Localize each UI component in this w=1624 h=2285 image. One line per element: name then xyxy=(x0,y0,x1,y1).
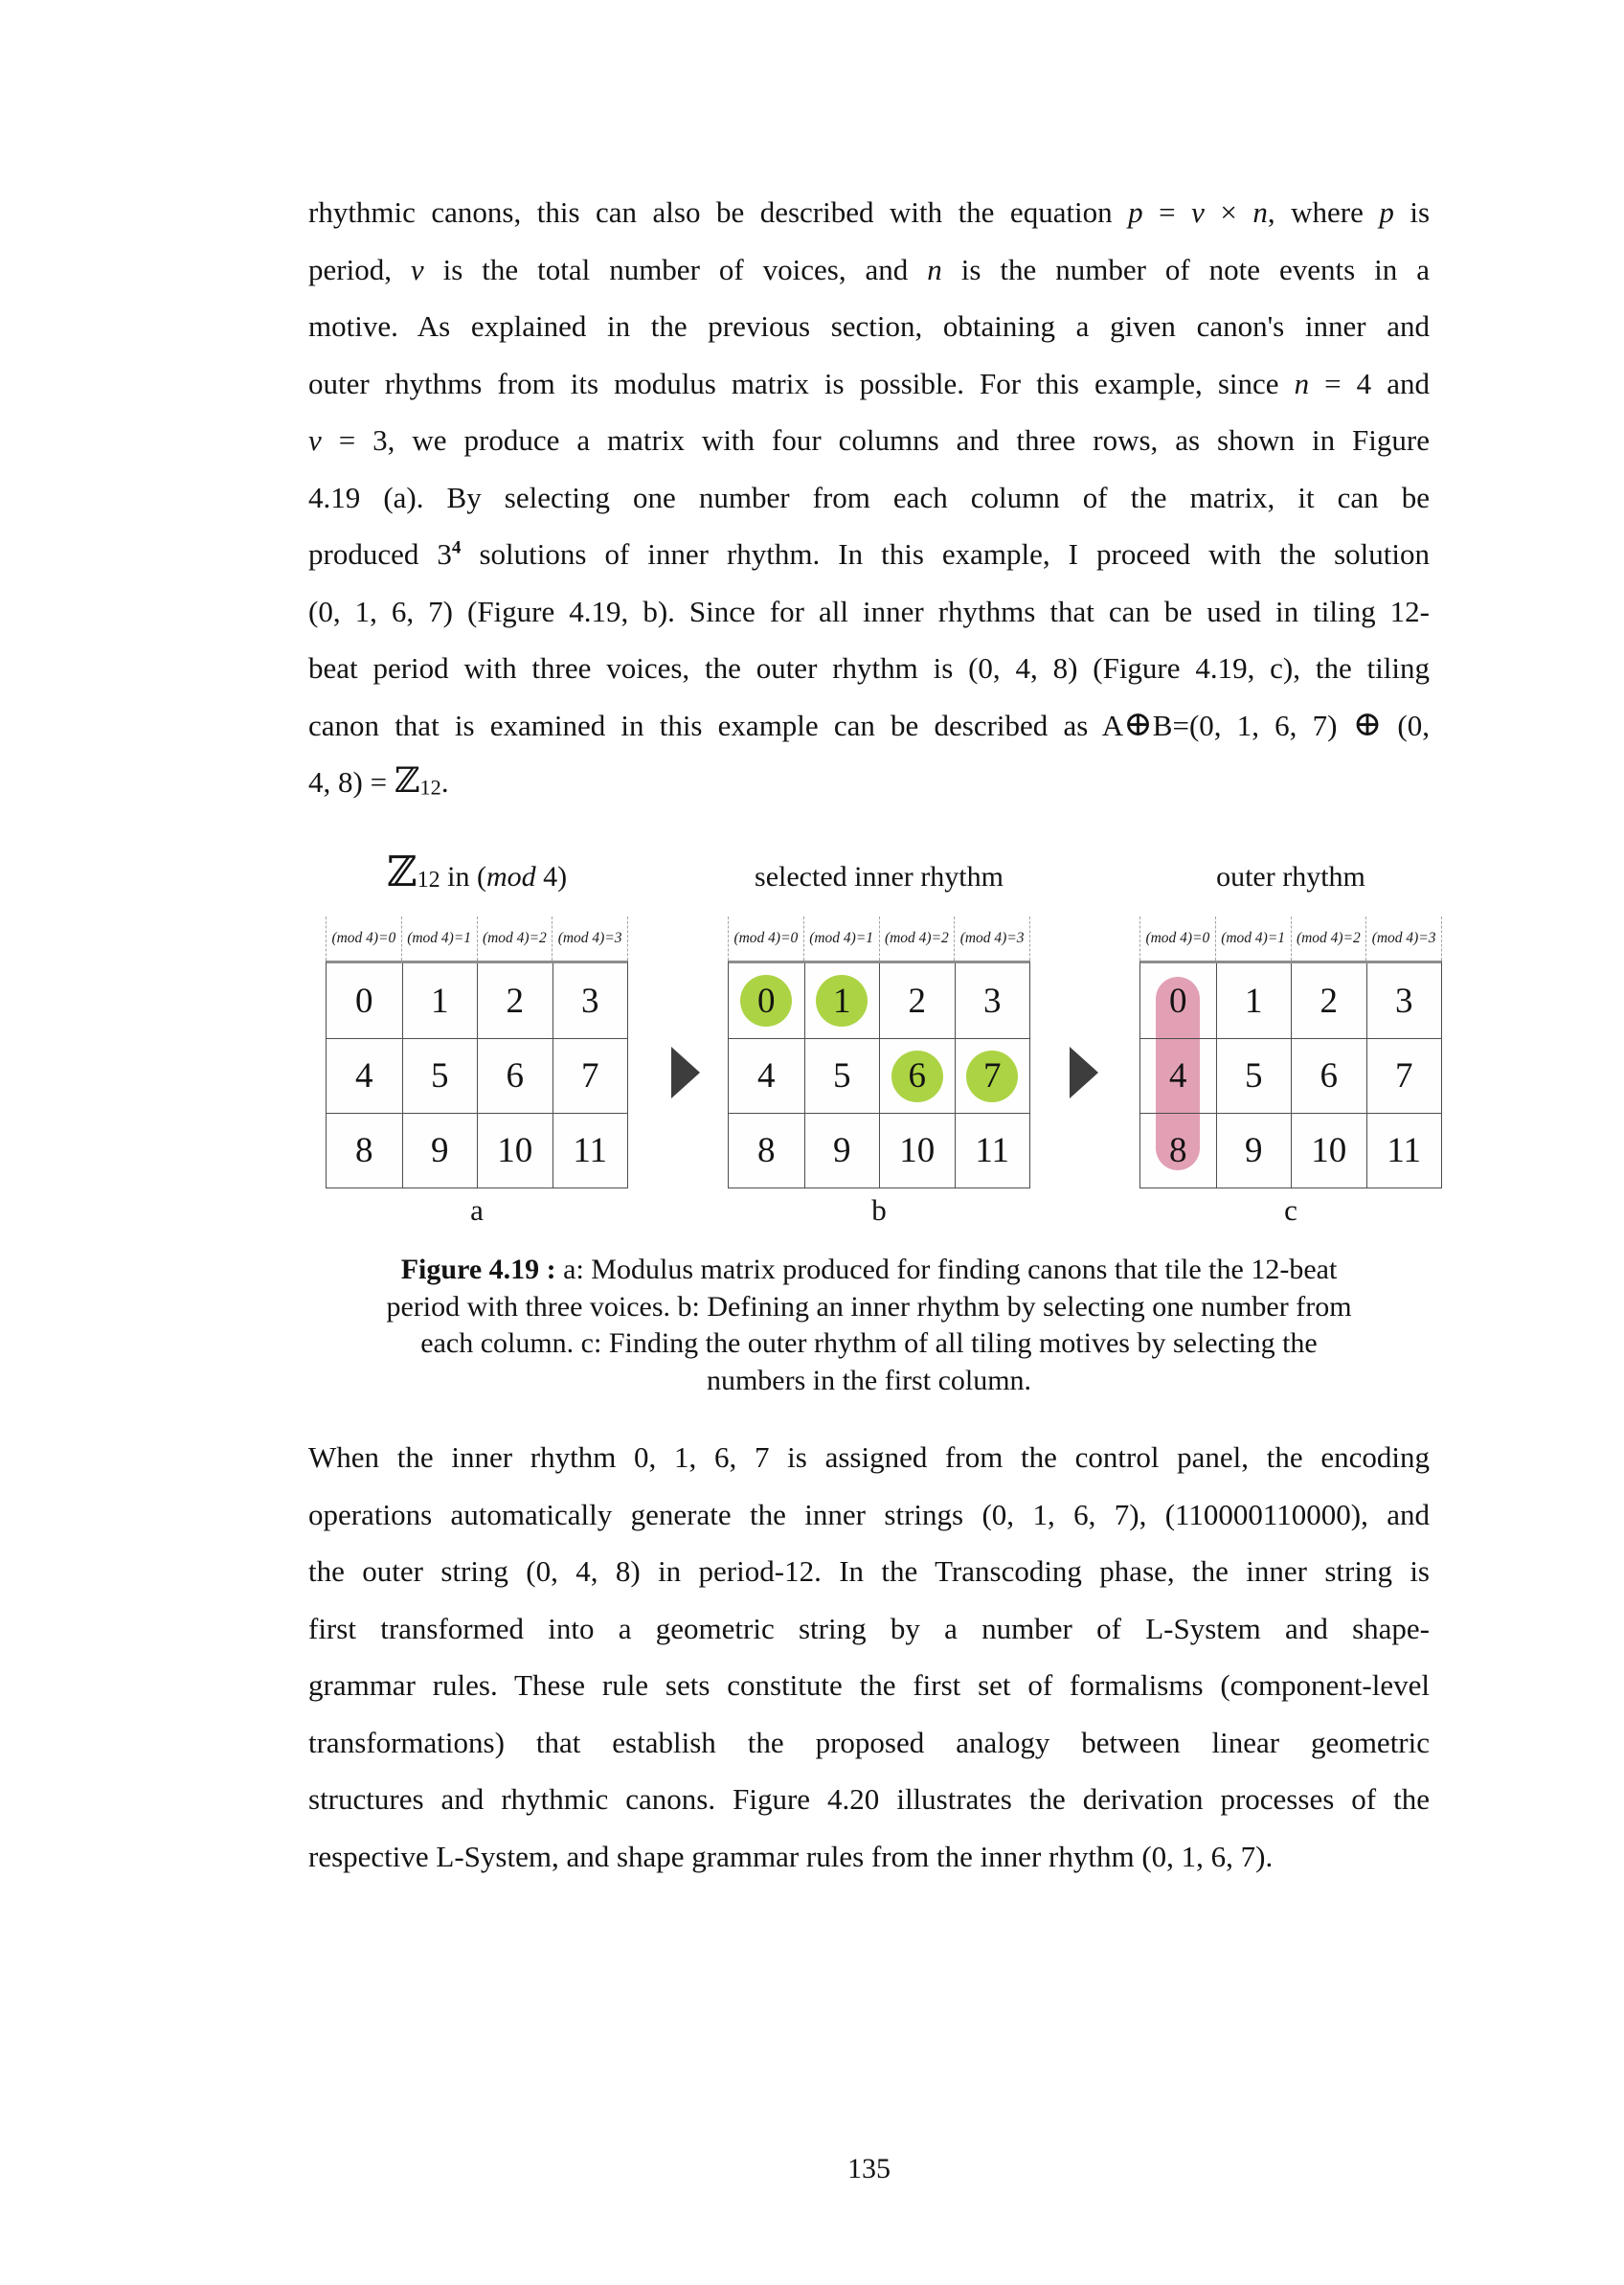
text-segment: structures and rhythmic canons. Figure 4.20 illustrates the derivation processes of the xyxy=(308,1782,1430,1816)
paragraph-1 xyxy=(308,184,1430,811)
matrix-cell: 10 xyxy=(1291,1113,1366,1188)
body-line xyxy=(308,526,1430,583)
text-segment: n xyxy=(1294,366,1310,400)
text-segment: the outer string (0, 4, 8) in period-12. In the Transcoding phase, the inner string is xyxy=(308,1554,1430,1588)
text-segment: ⊕ xyxy=(1123,703,1153,743)
body-line xyxy=(308,241,1430,299)
matrix-cell: 4 xyxy=(1140,1038,1216,1113)
text-segment: (0, xyxy=(1382,708,1430,742)
matrix-label-b: b xyxy=(871,1193,887,1227)
matrix-cell: 3 xyxy=(553,963,628,1038)
modulus-matrix-c xyxy=(1139,916,1442,1188)
matrix-label-a: a xyxy=(470,1193,484,1227)
body-line xyxy=(308,1828,1430,1886)
matrix-cell: 1 xyxy=(402,963,478,1038)
matrix-cell: 3 xyxy=(1366,963,1442,1038)
text-segment: , where xyxy=(1267,195,1380,229)
column-header: (mod 4)=0 xyxy=(1139,916,1215,961)
column-header: (mod 4)=1 xyxy=(803,916,879,961)
text-segment: operations automatically generate the inner strings (0, 1, 6, 7), (110000110000), and xyxy=(308,1497,1430,1531)
caption-line xyxy=(308,1363,1430,1400)
matrix-cell: 5 xyxy=(402,1038,478,1113)
inner-rhythm-highlight: 6 xyxy=(891,1051,943,1102)
text-segment: motive. As explained in the previous section, obtaining a given canon's inner and xyxy=(308,309,1430,343)
text-segment: transformations) that establish the proposed analogy between linear geometric xyxy=(308,1725,1430,1759)
body-line xyxy=(308,640,1430,697)
text-segment: v xyxy=(410,252,424,286)
inner-rhythm-highlight: 0 xyxy=(740,975,792,1027)
text-segment: When the inner rhythm 0, 1, 6, 7 is assigned from the control panel, the encoding xyxy=(308,1440,1430,1474)
text-segment: rhythmic canons, this can also be described with the equation xyxy=(308,195,1129,229)
text-segment: is xyxy=(1393,195,1431,229)
matrix-cell: 8 xyxy=(327,1113,402,1188)
matrix-cell: 5 xyxy=(1216,1038,1292,1113)
text-segment: p xyxy=(1379,195,1394,229)
matrix-cell: 8 xyxy=(729,1113,804,1188)
text-segment: = 4 and xyxy=(1309,366,1430,400)
matrix-cell: 7 xyxy=(553,1038,628,1113)
text-segment: canon that is examined in this example can be described as A xyxy=(308,708,1124,742)
matrix-cell: 5 xyxy=(804,1038,880,1113)
text-segment: is the total number of voices, and xyxy=(423,252,928,286)
figure-caption xyxy=(308,1252,1430,1399)
text-segment: = xyxy=(1142,195,1192,229)
modulus-matrix-b xyxy=(728,916,1030,1188)
text-segment: a: Modulus matrix produced for finding canons that tile the 12-beat xyxy=(563,1254,1338,1285)
column-header: (mod 4)=3 xyxy=(954,916,1030,961)
column-header: (mod 4)=1 xyxy=(1215,916,1291,961)
text-segment: each column. c: Finding the outer rhythm of all tiling motives by selecting the xyxy=(420,1327,1318,1359)
column-header: (mod 4)=3 xyxy=(1365,916,1442,961)
text-segment: grammar rules. These rule sets constitute the first set of formalisms (component-level xyxy=(308,1668,1430,1702)
inner-rhythm-highlight: 7 xyxy=(966,1051,1018,1102)
text-segment: = 3, we produce a matrix with four columns and three rows, as shown in Figure xyxy=(321,423,1430,457)
text-segment: 4.19 (a). By selecting one number from each column of the matrix, it can be xyxy=(308,480,1430,514)
matrix-cell: 2 xyxy=(879,963,955,1038)
text-segment: n xyxy=(927,252,942,286)
matrix-cell: 9 xyxy=(804,1113,880,1188)
text-segment: mod xyxy=(485,861,536,893)
body-line xyxy=(308,697,1430,755)
matrix-cell: 8 xyxy=(1140,1113,1216,1188)
matrix-cell: 10 xyxy=(879,1113,955,1188)
matrix-cell: 0 xyxy=(355,981,373,1021)
matrix-cell: 10 xyxy=(477,1113,553,1188)
body-line xyxy=(308,1543,1430,1600)
matrix-grid xyxy=(728,961,1030,1188)
text-segment: n xyxy=(1252,195,1268,229)
text-segment: first transformed into a geometric string by a number of L-System and shape- xyxy=(308,1611,1430,1645)
figure-title-outer-rhythm: outer rhythm xyxy=(1216,861,1365,893)
text-segment: ⊕ xyxy=(1352,703,1383,743)
column-header: (mod 4)=0 xyxy=(728,916,803,961)
column-header: (mod 4)=2 xyxy=(879,916,955,961)
text-segment: outer rhythms from its modulus matrix is possible. For this example, since xyxy=(308,366,1295,400)
text-segment: solutions of inner rhythm. In this example, I proceed with the solution xyxy=(461,537,1431,571)
text-segment: ℤ xyxy=(394,760,420,800)
text-segment: Figure 4.19 : xyxy=(400,1254,564,1285)
text-segment: 12 xyxy=(417,868,440,894)
arrow-right-icon xyxy=(671,1047,700,1098)
body-line xyxy=(308,754,1430,811)
text-segment: p xyxy=(1128,195,1143,229)
text-segment: respective L-System, and shape grammar rules from the inner rhythm (0, 1, 6, 7). xyxy=(308,1839,1274,1873)
text-segment: beat period with three voices, the outer rhythm is (0, 4, 8) (Figure 4.19, c), the tiling xyxy=(308,651,1430,685)
body-line xyxy=(308,1486,1430,1544)
text-segment: produced 3 xyxy=(308,537,452,571)
matrix-cell xyxy=(879,1038,955,1113)
matrix-column-headers xyxy=(326,916,628,961)
paragraph-2 xyxy=(308,1429,1430,1885)
matrix-cell: 4 xyxy=(729,1038,804,1113)
modulus-matrix-a xyxy=(326,916,628,1188)
arrow-right-icon xyxy=(1070,1047,1098,1098)
matrix-label-c: c xyxy=(1284,1193,1297,1227)
page-number: 135 xyxy=(847,2153,891,2184)
body-line xyxy=(308,1771,1430,1828)
body-line xyxy=(308,1600,1430,1658)
matrix-column-headers xyxy=(728,916,1030,961)
matrix-cell: 2 xyxy=(1291,963,1366,1038)
matrix-cell: 9 xyxy=(1216,1113,1292,1188)
column-header: (mod 4)=3 xyxy=(552,916,628,961)
column-header: (mod 4)=0 xyxy=(326,916,401,961)
matrix-cell: 6 xyxy=(1291,1038,1366,1113)
text-segment: v xyxy=(1191,195,1205,229)
matrix-cell xyxy=(804,963,880,1038)
text-segment: ℤ xyxy=(386,849,417,895)
text-segment: 4) xyxy=(535,861,568,893)
matrix-cell: 7 xyxy=(1366,1038,1442,1113)
body-line xyxy=(308,412,1430,469)
text-segment: period, xyxy=(308,252,411,286)
text-segment: × xyxy=(1204,195,1253,229)
matrix-cell: 4 xyxy=(327,1038,402,1113)
body-line xyxy=(308,1429,1430,1486)
text-segment: v xyxy=(308,423,322,457)
text-segment: . xyxy=(440,765,449,799)
matrix-grid xyxy=(1139,961,1442,1188)
text-segment: in ( xyxy=(440,861,486,893)
matrix-cell xyxy=(955,1038,1030,1113)
matrix-cell: 0 xyxy=(1169,981,1187,1021)
text-segment: numbers in the first column. xyxy=(706,1364,1032,1396)
text-segment: (0, 1, 6, 7) (Figure 4.19, b). Since for all inner rhythms that can be used in tiling 12- xyxy=(308,594,1430,628)
text-segment: period with three voices. b: Defining an inner rhythm by selecting one number from xyxy=(386,1290,1352,1323)
figure-title-z12-mod4 xyxy=(326,849,628,902)
column-header: (mod 4)=2 xyxy=(1291,916,1366,961)
matrix-cell: 11 xyxy=(955,1113,1030,1188)
text-segment: B=(0, 1, 6, 7) xyxy=(1152,708,1353,742)
caption-line xyxy=(308,1325,1430,1363)
body-line xyxy=(308,1714,1430,1772)
text-segment: 4 xyxy=(451,537,462,558)
column-header: (mod 4)=2 xyxy=(477,916,553,961)
matrix-cell: 3 xyxy=(955,963,1030,1038)
matrix-column-headers xyxy=(1139,916,1442,961)
matrix-cell xyxy=(729,963,804,1038)
caption-line xyxy=(308,1252,1430,1289)
inner-rhythm-highlight: 1 xyxy=(816,975,868,1027)
text-segment: 4, 8) = xyxy=(308,765,395,799)
matrix-cell: 9 xyxy=(402,1113,478,1188)
text-segment: 12 xyxy=(419,775,441,800)
body-line xyxy=(308,469,1430,527)
matrix-cell: 2 xyxy=(477,963,553,1038)
caption-line xyxy=(308,1289,1430,1326)
matrix-grid xyxy=(326,961,628,1188)
matrix-cell: 11 xyxy=(1366,1113,1442,1188)
body-line xyxy=(308,1657,1430,1714)
body-line xyxy=(308,355,1430,413)
body-line xyxy=(308,583,1430,641)
text-segment: is the number of note events in a xyxy=(941,252,1431,286)
column-header: (mod 4)=1 xyxy=(401,916,477,961)
matrix-cell: 11 xyxy=(553,1113,628,1188)
body-line xyxy=(308,298,1430,355)
body-line xyxy=(308,184,1430,241)
matrix-cell: 6 xyxy=(477,1038,553,1113)
figure-title-selected-inner-rhythm: selected inner rhythm xyxy=(755,861,1004,893)
matrix-cell: 1 xyxy=(1216,963,1292,1038)
